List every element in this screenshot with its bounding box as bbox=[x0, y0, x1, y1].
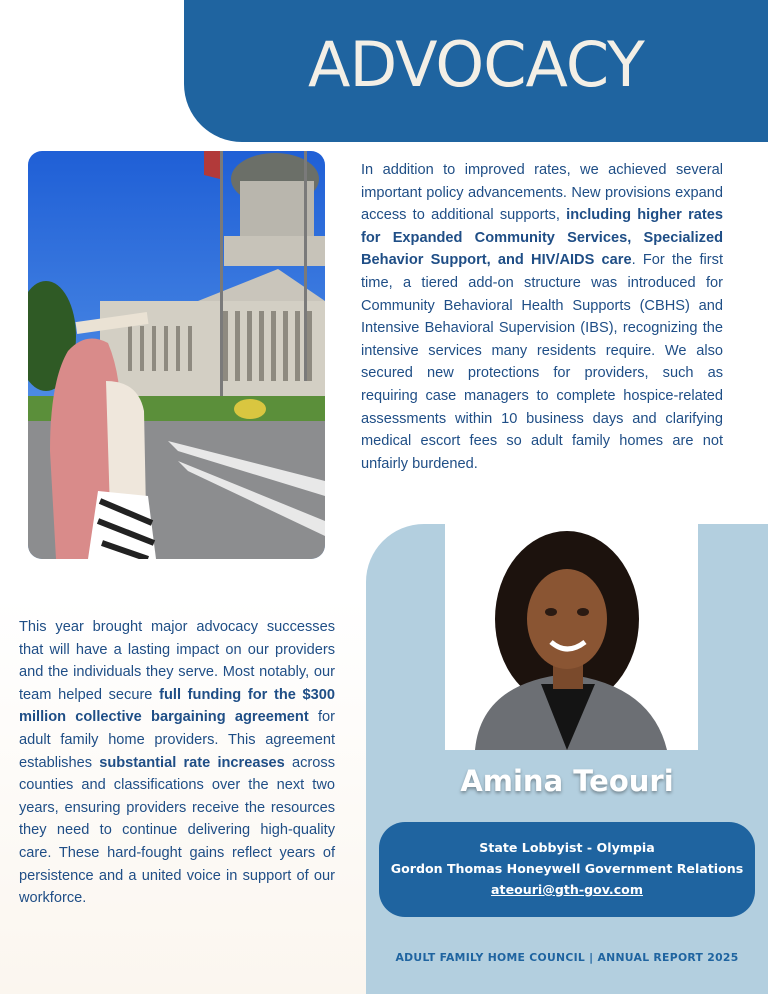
lobbyist-portrait bbox=[445, 524, 698, 750]
lobbyist-name: Amina Teouri bbox=[460, 764, 674, 798]
report-footer: ADULT FAMILY HOME COUNCIL | ANNUAL REPORT 2025 bbox=[395, 951, 739, 964]
text-segment: This year brought major advocacy successes that will have a lasting impact on our providers and the individuals they serve. Most notably, our team helped secure bbox=[19, 619, 335, 703]
lobbyist-email-link[interactable]: ateouri@gth-gov.com bbox=[491, 882, 643, 897]
text-segment: In addition to improved rates, we achieved several important policy advancements. New provisions expand access to additional supports, bbox=[361, 162, 723, 224]
capitol-photo bbox=[28, 151, 325, 559]
text-segment: across counties and classifications over the next two years, ensuring providers receive the resources they need to continue delivering high-quality care. These hard-fought gains reflect years of persistence and a united voice in support of our workforce. bbox=[19, 754, 335, 907]
text-segment: . For the first time, a tiered add-on structure was introduced for Community Behavioral Health Supports (CBHS) and Intensive Behavioral Supervision (IBS), recognizing the intensive services many residents require. We also secured new protections for providers, such as requiring case managers to complete hospice-related assessments within 10 business days and clarifying medical escort fees so adult family homes are not unfairly burdened. bbox=[361, 252, 723, 472]
text-segment: for adult family home providers. This agreement establishes bbox=[19, 709, 335, 771]
lobbyist-organization: Gordon Thomas Honeywell Government Relations bbox=[390, 861, 744, 876]
advocacy-successes-paragraph bbox=[19, 616, 335, 910]
emphasis-text: including higher rates for Expanded Community Services, Specialized Behavior Support, and HIV/AIDS care bbox=[361, 207, 723, 269]
emphasis-text: substantial rate increases bbox=[99, 754, 285, 771]
emphasis-text: full funding for the $300 million collective bargaining agreement bbox=[19, 686, 335, 726]
page-title: ADVOCACY bbox=[308, 28, 644, 101]
policy-advancements-paragraph bbox=[361, 159, 723, 475]
header-banner bbox=[184, 0, 768, 142]
lobbyist-role: State Lobbyist - Olympia bbox=[479, 840, 655, 855]
contact-card bbox=[379, 822, 755, 917]
